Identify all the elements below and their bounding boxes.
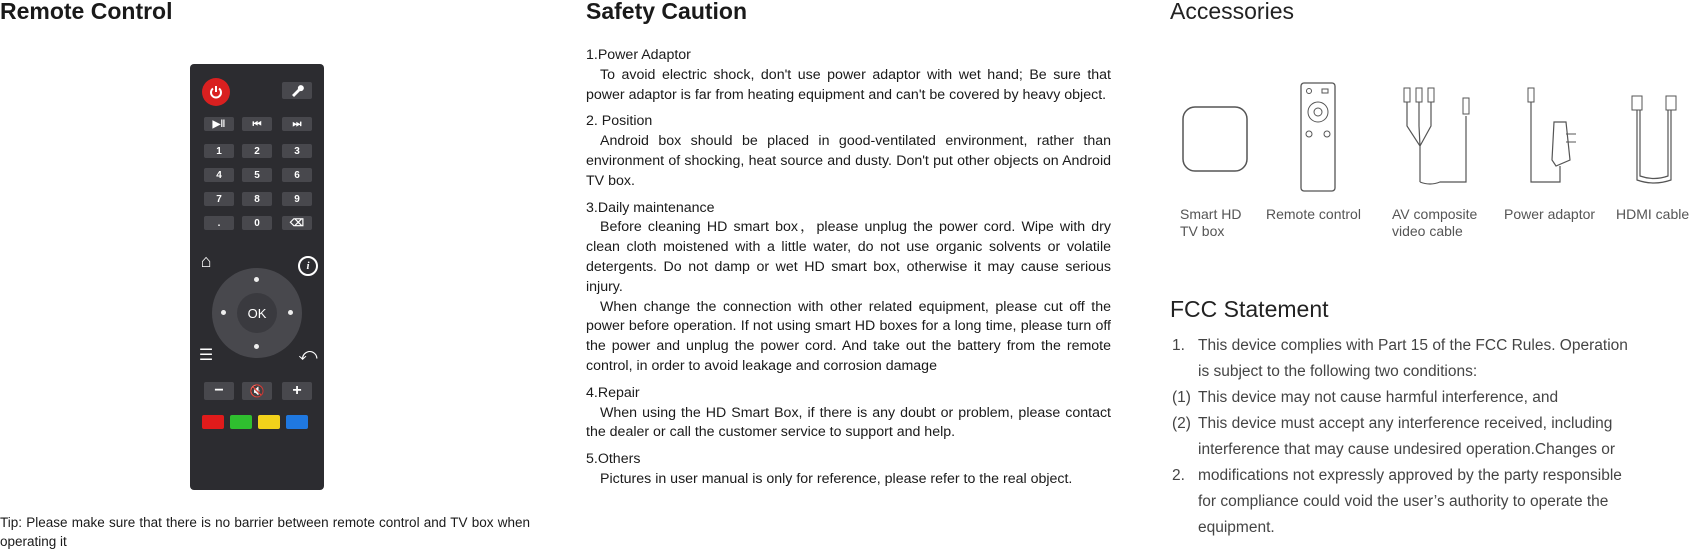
accessory-label bbox=[1392, 206, 1477, 240]
section-paragraph: When change the connection with other related equipment, please cut off the power before operation. If not using smart HD boxes for a long time, please turn off the power and unplug the power cord. And take out the battery from the remote control, in order to avoid leakage and corrosion damage bbox=[586, 298, 1111, 374]
accessory-label-line2: TV box bbox=[1180, 223, 1225, 239]
section-paragraph: Pictures in user manual is only for reference, please refer to the real object. bbox=[600, 470, 1073, 487]
mute-icon: 🔇 bbox=[242, 382, 272, 400]
accessory-label bbox=[1180, 206, 1241, 240]
numpad-key: 3 bbox=[282, 144, 312, 158]
fcc-line bbox=[1172, 359, 1696, 385]
fcc-line bbox=[1172, 489, 1696, 515]
power-adaptor-icon bbox=[1520, 86, 1584, 186]
safety-section bbox=[586, 199, 1111, 377]
accessory-label-line1: HDMI cable bbox=[1616, 206, 1690, 222]
fcc-statement-body bbox=[1172, 333, 1696, 541]
safety-section bbox=[586, 384, 1111, 443]
fcc-line-number: (1) bbox=[1172, 389, 1191, 406]
remote-tip: Tip: Please make sure that there is no barrier between remote control and TV box when operating it bbox=[0, 515, 530, 549]
accessory-label bbox=[1616, 206, 1689, 223]
play-pause-icon: ▶ǁ bbox=[204, 117, 234, 131]
numpad-key: 2 bbox=[242, 144, 272, 158]
accessory-label bbox=[1504, 206, 1595, 223]
blue-color-button bbox=[286, 415, 308, 429]
numpad-key: 8 bbox=[242, 192, 272, 206]
backspace-icon: ⌫ bbox=[282, 216, 312, 230]
safety-caution-heading: Safety Caution bbox=[586, 0, 748, 24]
section-title: 4.Repair bbox=[586, 384, 640, 401]
dpad-right-dot bbox=[288, 310, 293, 315]
section-title: 1.Power Adaptor bbox=[586, 47, 691, 63]
accessory-label-line2: video cable bbox=[1392, 223, 1463, 239]
fcc-line-text: This device complies with Part 15 of the FCC Rules. Operation bbox=[1198, 337, 1628, 354]
fcc-statement-heading: FCC Statement bbox=[1170, 296, 1329, 322]
fcc-line-text: interference that may cause undesired operation.Changes or bbox=[1198, 441, 1616, 458]
safety-section bbox=[586, 46, 1111, 105]
section-title: 3.Daily maintenance bbox=[586, 199, 715, 216]
safety-section bbox=[586, 112, 1111, 191]
numpad-key: 6 bbox=[282, 168, 312, 182]
safety-sections bbox=[586, 46, 1111, 497]
safety-section bbox=[586, 450, 1111, 490]
accessory-label-line1: Power adaptor bbox=[1504, 206, 1596, 222]
green-color-button bbox=[230, 415, 252, 429]
accessories-heading: Accessories bbox=[1170, 0, 1294, 24]
fcc-line bbox=[1172, 411, 1696, 437]
fcc-line-number: 1. bbox=[1172, 337, 1185, 354]
numpad-key: 7 bbox=[204, 192, 234, 206]
yellow-color-button bbox=[258, 415, 280, 429]
info-icon: i bbox=[298, 256, 318, 276]
accessory-label-line1: Smart HD bbox=[1180, 206, 1242, 222]
accessory-label-line1: AV composite bbox=[1392, 206, 1478, 222]
fcc-line-number: (2) bbox=[1172, 415, 1191, 432]
accessory-label-line1: Remote control bbox=[1266, 206, 1361, 222]
fcc-line-text: This device must accept any interference received, including bbox=[1198, 415, 1613, 432]
numpad-key: 5 bbox=[242, 168, 272, 182]
dpad bbox=[212, 268, 302, 358]
previous-icon: ⏮ bbox=[242, 117, 272, 131]
section-paragraph: To avoid electric shock, don't use power adaptor with wet hand; Be sure that power adaptor is far from heating equipment and can't be covered by heavy object. bbox=[586, 66, 1111, 103]
fcc-line-number: 2. bbox=[1172, 467, 1185, 484]
numpad-key: 4 bbox=[204, 168, 234, 182]
red-color-button bbox=[202, 415, 224, 429]
numpad-key: 9 bbox=[282, 192, 312, 206]
fcc-line bbox=[1172, 463, 1696, 489]
fcc-line-text: equipment. bbox=[1198, 519, 1275, 536]
fcc-line-text: modifications not expressly approved by the party responsible bbox=[1198, 467, 1622, 484]
fcc-line bbox=[1172, 437, 1696, 463]
dpad-left-dot bbox=[221, 310, 226, 315]
section-paragraph: Before cleaning HD smart box，please unplug the power cord. Wipe with dry clean cloth moistened with a little water, do not use organic solvents or volatile detergents. Do not damp or wet HD smart box, otherwise it may cause serious injury. bbox=[586, 219, 1111, 295]
dpad-up-dot bbox=[254, 277, 259, 282]
fcc-line-text: is subject to the following two conditions: bbox=[1198, 363, 1478, 380]
home-icon: ⌂ bbox=[200, 250, 212, 271]
fcc-line-text: This device may not cause harmful interference, and bbox=[1198, 389, 1559, 406]
power-icon bbox=[202, 78, 230, 106]
tv-box-icon bbox=[1182, 106, 1248, 172]
volume-down-icon: − bbox=[204, 382, 234, 400]
fcc-line bbox=[1172, 515, 1696, 541]
ok-key: OK bbox=[237, 293, 277, 333]
back-icon: ⤺ bbox=[298, 343, 318, 364]
settings-icon bbox=[282, 82, 312, 99]
accessory-label bbox=[1266, 206, 1361, 223]
remote-control-heading: Remote Control bbox=[0, 0, 173, 24]
next-icon: ⏭ bbox=[282, 117, 312, 131]
fcc-line bbox=[1172, 385, 1696, 411]
numpad-key: . bbox=[204, 216, 234, 230]
av-cable-icon bbox=[1400, 86, 1484, 186]
fcc-line-text: for compliance could void the user’s authority to operate the bbox=[1198, 493, 1609, 510]
numpad-key: 0 bbox=[242, 216, 272, 230]
fcc-line bbox=[1172, 333, 1696, 359]
remote-control-illustration bbox=[190, 64, 324, 490]
section-paragraph: Android box should be placed in good-ventilated environment, rather than environment of shocking, heat source and dusty. Don't put other objects on Android TV box. bbox=[586, 133, 1111, 189]
hdmi-cable-icon bbox=[1626, 90, 1686, 186]
menu-list-icon: ☰ bbox=[198, 347, 214, 364]
section-paragraph: When using the HD Smart Box, if there is any doubt or problem, please contact the dealer or call the customer service to support and help. bbox=[586, 404, 1111, 441]
volume-up-icon: + bbox=[282, 382, 312, 400]
remote-control-icon bbox=[1300, 82, 1336, 192]
numpad-key: 1 bbox=[204, 144, 234, 158]
section-title: 2. Position bbox=[586, 113, 653, 130]
dpad-down-dot bbox=[254, 344, 259, 349]
section-title: 5.Others bbox=[586, 451, 641, 468]
